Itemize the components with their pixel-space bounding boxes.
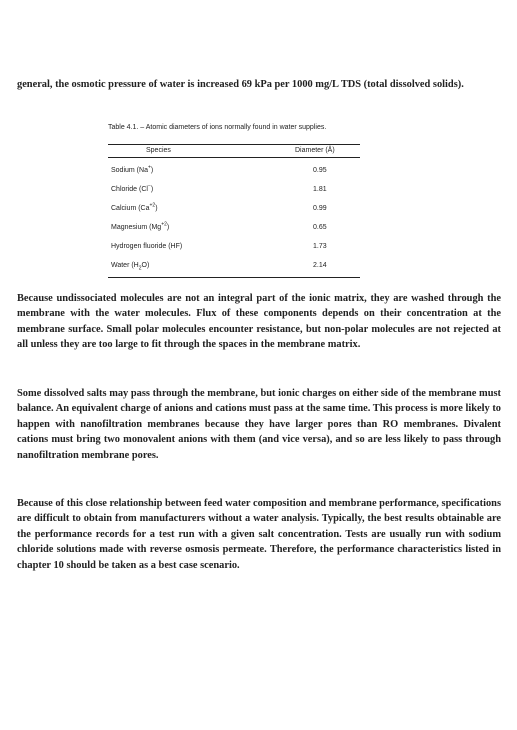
table-bottom-rule [108,277,360,278]
row-species: Hydrogen fluoride (HF) [111,243,183,250]
table-header-rule [108,157,360,158]
row-diameter: 0.95 [313,167,327,174]
row-species: Water $(H_2O)$ [111,262,150,272]
row-diameter: 0.99 [313,205,327,212]
paragraph-undissociated: Because undissociated molecules are not an integral part of the ionic matrix, they are washed through the membrane with the water molecules. Flux of these components depends on their concentration at the membrane surface. Small polar molecules encounter resistance, but non-polar molecules are not rejected at all unless they are too large to fit through the spaces in the membrane matrix. [17,293,501,351]
table-row [108,257,360,275]
row-diameter: 2.14 [313,262,327,269]
paragraph-dissolved-salts: Some dissolved salts may pass through the membrane, but ionic charges on either side of the membrane must balance. An equivalent charge of anions and cations must pass at the same time. This process is more likely to happen with nanofiltration membranes because they have larger pores than RO membranes. Divalent cations must bring two monovalent anions with them (and vice versa), and so are less likely to pass through nanofiltration membrane pores. [17,388,501,461]
row-diameter: 0.65 [313,224,327,231]
header-diameter: Diameter (Å) [295,147,335,154]
table-row [108,238,360,256]
row-diameter: 1.81 [313,186,327,193]
table-row [108,181,360,199]
table-row [108,162,360,180]
table-top-rule [108,144,360,145]
row-species: Magnesium $(Mg^{+2})$ [111,221,170,231]
table-row [108,200,360,218]
table-caption: Table 4.1. – Atomic diameters of ions normally found in water supplies. [108,124,327,131]
row-species: Sodium (Na+) [111,164,154,174]
row-species: Chloride (Cl−) [111,183,154,193]
paragraph-performance: Because of this close relationship between feed water composition and membrane performance, specifications are difficult to obtain from manufacturers without a water analysis. Typically, the best results obtainable are the performance records for a test run with a given salt concentration. Tests are usually run with sodium chloride solutions made with reverse osmosis permeate. Therefore, the performance characteristics listed in chapter 10 should be taken as a best case scenario. [17,498,501,571]
table-row [108,219,360,237]
row-diameter: 1.73 [313,243,327,250]
paragraph-intro: general, the osmotic pressure of water is increased 69 kPa per 1000 mg/L TDS (total dissolved solids). [17,79,464,90]
row-species: Calcium $(Ca^{+2})$ [111,202,158,212]
header-species: Species [146,147,171,154]
diameter-table [108,144,360,279]
